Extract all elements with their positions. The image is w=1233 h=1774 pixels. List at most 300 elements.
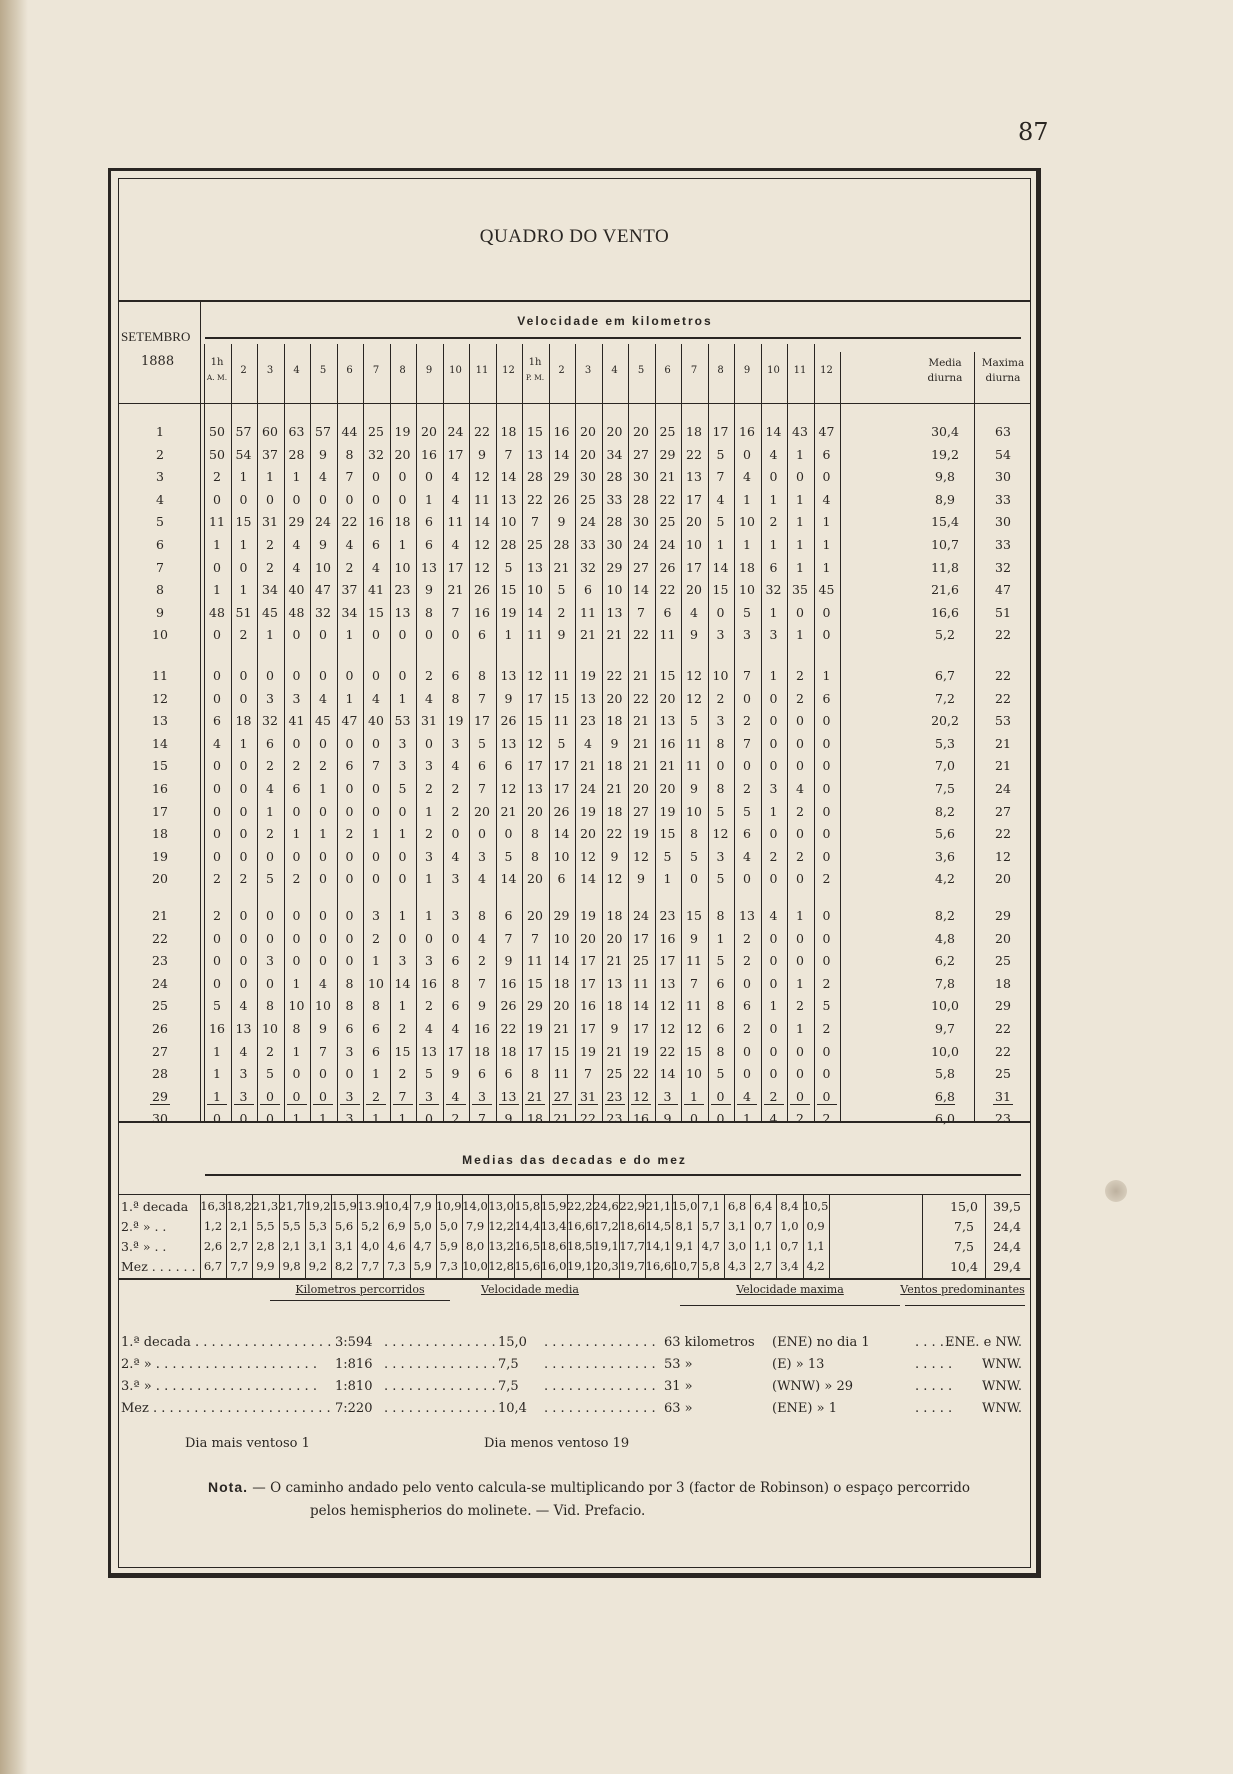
- footer-media: 15,0: [498, 1335, 527, 1350]
- table-cell: 1: [345, 690, 354, 706]
- table-cell: 1: [796, 975, 804, 991]
- table-cell: 13: [580, 690, 596, 706]
- table-cell: 2: [425, 781, 433, 796]
- table-cell: 9,7: [935, 1021, 955, 1036]
- table-cell: 6: [478, 758, 486, 774]
- table-cell: 10: [394, 559, 411, 575]
- table-cell: 0: [822, 627, 831, 643]
- summary-cell: 15,9: [331, 1199, 357, 1213]
- table-cell: 15: [527, 975, 543, 991]
- table-cell: 0: [822, 758, 831, 774]
- table-cell: 20: [580, 826, 596, 842]
- table-cell: 1: [398, 690, 407, 706]
- table-cell: 7: [637, 604, 645, 620]
- table-cell: 1: [716, 930, 725, 946]
- table-cell: 7: [531, 514, 539, 530]
- hour-header: 12: [820, 365, 833, 376]
- table-cell: 10,0: [931, 1043, 959, 1059]
- hour-header: 8: [399, 365, 406, 376]
- table-cell: 2: [743, 1021, 751, 1036]
- table-cell: 1: [213, 582, 221, 598]
- table-cell: 1: [292, 975, 301, 991]
- column-divider: [840, 404, 841, 1121]
- summary-cell: 2,7: [754, 1259, 773, 1273]
- table-cell: 14: [500, 871, 517, 887]
- table-cell: 5: [557, 735, 566, 751]
- table-cell: 19: [633, 1043, 649, 1059]
- table-cell: 27: [995, 803, 1011, 819]
- table-cell: 0: [398, 803, 407, 819]
- footer-media: 7,5: [498, 1357, 519, 1372]
- table-cell: 0: [743, 690, 751, 706]
- footer-maxima: 63 kilometros: [664, 1335, 755, 1350]
- table-cell: 7: [478, 690, 486, 706]
- table-cell: 10: [739, 582, 755, 598]
- column-divider: [204, 404, 205, 1121]
- table-cell: 3: [716, 627, 725, 643]
- table-cell: 17: [686, 559, 702, 575]
- table-cell: 18: [606, 758, 623, 774]
- table-cell: 11: [580, 604, 596, 620]
- table-cell: 3: [478, 848, 486, 864]
- summary-cell: 3,1: [308, 1239, 327, 1253]
- table-cell: 0: [345, 735, 354, 751]
- summary-cell: 14,5: [645, 1219, 672, 1233]
- table-cell: 41: [368, 582, 384, 598]
- table-cell: 7: [531, 930, 539, 946]
- table-cell: 0: [239, 975, 248, 991]
- table-cell: 6: [769, 559, 778, 575]
- table-cell: 30: [633, 469, 649, 485]
- summary-divider: [462, 1194, 463, 1278]
- table-cell: 7,0: [935, 758, 955, 774]
- table-cell: 7: [584, 1066, 592, 1082]
- table-cell: 8: [345, 975, 354, 991]
- column-divider: [390, 344, 391, 406]
- table-cell: 17: [712, 424, 729, 439]
- maxima-header: Velocidade maxima: [736, 1283, 844, 1296]
- column-divider: [974, 352, 975, 410]
- row-day-label: 15: [152, 758, 168, 774]
- column-divider: [416, 404, 417, 1121]
- table-cell: 1: [372, 826, 380, 842]
- footer-dots: . . . . . . . . . . . . . .: [544, 1401, 656, 1416]
- table-cell: 10: [686, 1066, 702, 1082]
- table-cell: 16: [633, 1111, 649, 1127]
- table-cell: 9: [319, 537, 327, 552]
- table-cell: 5: [743, 604, 751, 620]
- column-divider: [390, 404, 391, 1121]
- table-cell: 0: [239, 559, 248, 575]
- table-cell: 45: [262, 604, 278, 620]
- table-cell: 3: [292, 690, 301, 706]
- table-cell: 1: [663, 871, 672, 887]
- footer-dots: . . . . . . . . . . . . . .: [544, 1335, 656, 1350]
- table-cell: 0: [398, 469, 407, 485]
- table-cell: 0: [266, 668, 274, 683]
- table-cell: 9: [610, 1021, 619, 1036]
- velocity-caption: Velocidade em kilometros: [517, 314, 713, 328]
- row-day-label: 29: [152, 1088, 168, 1104]
- table-cell: 6: [266, 735, 274, 751]
- table-cell: 1: [769, 803, 778, 819]
- table-cell: 1: [372, 1111, 380, 1127]
- table-cell: 20: [686, 514, 702, 530]
- table-cell: 26: [553, 803, 570, 819]
- table-cell: 20,2: [931, 713, 959, 729]
- table-cell: 30: [995, 469, 1011, 485]
- table-cell: 0: [716, 1111, 725, 1127]
- summary-divider: [200, 1194, 201, 1278]
- hour-header-sub: A. M.: [206, 373, 228, 382]
- dash-mark: [552, 1104, 572, 1105]
- table-cell: 4: [345, 537, 354, 552]
- summary-cell: 14,0: [462, 1199, 488, 1213]
- table-cell: 0: [796, 713, 804, 729]
- table-cell: 10: [527, 582, 543, 598]
- table-cell: 0: [319, 668, 327, 683]
- table-cell: 8,2: [935, 803, 955, 819]
- table-cell: 21: [606, 1043, 623, 1059]
- table-cell: 13: [739, 908, 755, 923]
- row-day-label: 3: [156, 469, 164, 485]
- column-divider: [363, 344, 364, 406]
- table-cell: 6: [372, 1043, 380, 1059]
- hour-header: 6: [346, 365, 353, 376]
- table-cell: 21: [659, 758, 676, 774]
- row-day-label: 27: [152, 1043, 168, 1059]
- table-cell: 4: [319, 690, 327, 706]
- table-cell: 7: [743, 735, 751, 751]
- table-cell: 1: [239, 735, 248, 751]
- table-cell: 0: [319, 491, 327, 507]
- row-day-label: 16: [152, 781, 168, 796]
- table-cell: 0: [213, 803, 221, 819]
- table-cell: 32: [262, 713, 278, 729]
- table-cell: 17: [527, 1043, 543, 1059]
- table-cell: 0: [213, 953, 221, 969]
- table-cell: 0: [213, 975, 221, 991]
- table-cell: 1: [266, 469, 274, 485]
- table-cell: 21: [606, 627, 623, 643]
- table-cell: 22: [606, 668, 623, 683]
- table-cell: 0: [822, 826, 831, 842]
- km-header: Kilometros percorridos: [295, 1283, 425, 1296]
- table-cell: 6: [584, 582, 592, 598]
- table-cell: 2: [345, 559, 354, 575]
- table-cell: 24: [633, 908, 649, 923]
- footer-km: 1:810: [335, 1379, 373, 1394]
- summary-cell: 39,5: [993, 1199, 1021, 1214]
- table-cell: 3: [239, 1066, 248, 1082]
- mais-ventoso: Dia mais ventoso 1: [185, 1436, 310, 1451]
- table-cell: 0: [345, 848, 354, 864]
- table-cell: 0: [372, 735, 380, 751]
- table-cell: 9: [451, 1066, 460, 1082]
- table-cell: 2: [716, 690, 725, 706]
- summary-cell: 9,8: [282, 1259, 301, 1273]
- footer-dots: . . . . .: [915, 1335, 953, 1350]
- table-cell: 16: [421, 975, 437, 991]
- table-cell: 9: [690, 627, 698, 643]
- table-bottom-rule: [118, 1121, 1031, 1123]
- ventos-header: Ventos predominantes: [900, 1283, 1025, 1296]
- hour-header: 8: [717, 365, 724, 376]
- summary-cell: 22,9: [619, 1199, 645, 1213]
- media-header: Velocidade media: [481, 1283, 579, 1296]
- column-divider: [469, 344, 470, 406]
- column-divider: [496, 344, 497, 406]
- hour-header: 3: [266, 365, 274, 376]
- dash-mark: [817, 1104, 837, 1105]
- table-cell: 11: [686, 998, 702, 1014]
- summary-cell: 5,9: [413, 1259, 432, 1273]
- table-cell: 8: [716, 781, 725, 796]
- hour-header: 2: [558, 365, 565, 376]
- table-cell: 25: [633, 953, 649, 969]
- table-cell: 6: [743, 998, 751, 1014]
- table-cell: 15: [553, 690, 570, 706]
- summary-row-label: Mez . . . . . .: [121, 1259, 196, 1274]
- footer-dots: . . . . . . . . . . . . . .: [544, 1357, 656, 1372]
- row-day-label: 9: [156, 604, 164, 620]
- table-cell: 15: [368, 604, 384, 620]
- row-day-label: 1: [156, 424, 164, 439]
- table-cell: 20: [995, 871, 1011, 887]
- table-cell: 0: [213, 781, 221, 796]
- table-cell: 20: [580, 930, 596, 946]
- table-cell: 6: [504, 758, 513, 774]
- table-cell: 2: [239, 627, 248, 643]
- row-day-label: 13: [152, 713, 168, 729]
- table-cell: 0: [213, 690, 221, 706]
- table-cell: 0: [796, 1066, 804, 1082]
- table-cell: 2: [743, 781, 751, 796]
- table-cell: 20: [686, 582, 702, 598]
- table-cell: 15: [659, 826, 676, 842]
- table-cell: 9: [690, 781, 698, 796]
- summary-cell: 21,3: [252, 1199, 279, 1213]
- table-cell: 12: [527, 668, 543, 683]
- table-cell: 11: [553, 713, 570, 729]
- table-cell: 1: [292, 1043, 301, 1059]
- table-cell: 18: [394, 514, 411, 530]
- column-divider: [787, 404, 788, 1121]
- summary-divider: [724, 1194, 725, 1278]
- table-cell: 7: [319, 1043, 327, 1059]
- table-cell: 2: [213, 871, 221, 887]
- table-cell: 20: [474, 803, 490, 819]
- summary-cell: 5,5: [282, 1219, 301, 1233]
- table-cell: 0: [266, 908, 274, 923]
- footer-row-label: Mez . . . . . . . . . . . . . . . . . . . . . .: [121, 1401, 331, 1416]
- table-cell: 0: [292, 908, 301, 923]
- table-cell: 4: [239, 998, 248, 1014]
- table-cell: 5: [690, 848, 698, 864]
- table-cell: 15,4: [931, 514, 959, 530]
- summary-cell: 13,2: [488, 1239, 514, 1253]
- summary-cell: 16,6: [645, 1259, 672, 1273]
- table-cell: 15: [553, 1043, 570, 1059]
- table-cell: 2: [398, 1021, 407, 1036]
- table-cell: 6: [292, 781, 301, 796]
- summary-divider: [593, 1194, 594, 1278]
- column-divider: [787, 344, 788, 406]
- column-divider: [204, 344, 205, 406]
- table-cell: 21: [995, 758, 1011, 774]
- table-cell: 11: [474, 491, 490, 507]
- summary-cell: 5,9: [439, 1239, 458, 1253]
- table-cell: 15: [500, 582, 517, 598]
- summary-cell: 2,7: [230, 1239, 249, 1253]
- table-cell: 18: [500, 424, 517, 439]
- table-cell: 4: [451, 537, 460, 552]
- hour-header: Media: [928, 357, 962, 369]
- footer-dots: . . . . .: [915, 1357, 953, 1372]
- table-cell: 34: [341, 604, 358, 620]
- table-cell: 18: [606, 803, 623, 819]
- table-cell: 1: [213, 1043, 221, 1059]
- table-cell: 14: [765, 424, 782, 439]
- table-cell: 10: [606, 582, 623, 598]
- table-cell: 6: [743, 826, 751, 842]
- table-cell: 20: [421, 424, 437, 439]
- table-cell: 0: [345, 803, 354, 819]
- table-cell: 32: [315, 604, 331, 620]
- table-cell: 13: [606, 975, 623, 991]
- row-day-label: 14: [152, 735, 168, 751]
- table-cell: 7: [372, 758, 380, 774]
- table-cell: 0: [319, 871, 327, 887]
- dash-mark: [260, 1104, 280, 1105]
- hour-header: Maxima: [981, 357, 1025, 369]
- table-cell: 16: [421, 446, 437, 462]
- table-cell: 17: [633, 1021, 649, 1036]
- table-cell: 0: [690, 1111, 698, 1127]
- table-cell: 16: [474, 1021, 490, 1036]
- summary-cell: 9,1: [675, 1239, 694, 1253]
- table-cell: 48: [288, 604, 305, 620]
- table-cell: 3: [451, 735, 460, 751]
- table-cell: 1: [769, 491, 778, 507]
- table-cell: 0: [239, 826, 248, 842]
- table-cell: 0: [345, 1066, 354, 1082]
- table-cell: 1: [292, 469, 301, 485]
- table-cell: 0: [345, 930, 354, 946]
- table-cell: 9,8: [935, 469, 955, 485]
- table-cell: 0: [213, 559, 221, 575]
- row-day-label: 8: [156, 582, 164, 598]
- table-cell: 8: [690, 826, 698, 842]
- table-cell: 0: [796, 1088, 804, 1104]
- table-cell: 3: [743, 627, 751, 643]
- dash-mark: [605, 1104, 625, 1105]
- table-cell: 21: [633, 758, 649, 774]
- table-cell: 0: [398, 627, 407, 643]
- table-cell: 26: [474, 582, 490, 598]
- table-cell: 22: [659, 582, 676, 598]
- table-cell: 0: [239, 803, 248, 819]
- table-cell: 6: [504, 908, 513, 923]
- table-cell: 0: [345, 953, 354, 969]
- table-cell: 25: [368, 424, 384, 439]
- table-cell: 7: [504, 446, 513, 462]
- table-cell: 18: [235, 713, 252, 729]
- dash-mark: [313, 1104, 333, 1105]
- column-divider: [761, 404, 762, 1121]
- table-cell: 8: [478, 668, 486, 683]
- table-cell: 3: [372, 908, 380, 923]
- table-cell: 0: [716, 758, 725, 774]
- table-cell: 12: [659, 998, 676, 1014]
- table-cell: 15: [527, 713, 543, 729]
- table-cell: 5: [690, 713, 698, 729]
- dash-mark: [631, 1104, 651, 1105]
- summary-row-label: 1.ª decada: [121, 1199, 189, 1214]
- table-cell: 1: [239, 582, 248, 598]
- table-cell: 1: [213, 537, 221, 552]
- table-cell: 1: [345, 627, 354, 643]
- summary-cell: 19,1: [566, 1259, 593, 1273]
- table-cell: 4: [319, 975, 327, 991]
- column-divider: [363, 404, 364, 1121]
- table-cell: 30: [580, 469, 596, 485]
- table-cell: 29: [606, 559, 623, 575]
- summary-cell: 22,2: [566, 1199, 593, 1213]
- column-divider: [602, 404, 603, 1121]
- table-cell: 15: [659, 668, 676, 683]
- table-cell: 23: [606, 1088, 623, 1104]
- summary-row-label: 2.ª » . .: [121, 1219, 167, 1234]
- summary-cell: 18,6: [619, 1219, 645, 1233]
- footer-km: 7:220: [335, 1401, 373, 1416]
- table-cell: 0: [213, 930, 221, 946]
- table-cell: 2: [213, 469, 221, 485]
- table-cell: 14: [553, 446, 570, 462]
- row-day-label: 17: [152, 803, 168, 819]
- table-cell: 2: [796, 1111, 804, 1127]
- medias-caption-rule: [205, 1174, 1021, 1176]
- table-cell: 0: [372, 803, 380, 819]
- dash-mark: [790, 1104, 810, 1105]
- table-cell: 0: [796, 871, 804, 887]
- table-cell: 5: [478, 735, 486, 751]
- table-cell: 3: [451, 908, 460, 923]
- summary-cell: 18,2: [226, 1199, 252, 1213]
- table-cell: 10: [553, 930, 570, 946]
- table-cell: 0: [769, 975, 778, 991]
- table-cell: 21: [553, 1111, 570, 1127]
- table-cell: 5: [716, 446, 725, 462]
- table-cell: 0: [796, 953, 804, 969]
- summary-divider: [541, 1194, 542, 1278]
- table-cell: 2: [743, 953, 751, 969]
- nota-line-2: pelos hemispherios do molinete. — Vid. Prefacio.: [310, 1503, 646, 1519]
- table-cell: 5: [504, 559, 513, 575]
- table-cell: 0: [292, 668, 301, 683]
- table-cell: 1: [398, 908, 407, 923]
- table-cell: 5: [716, 803, 725, 819]
- summary-cell: 24,4: [993, 1219, 1021, 1234]
- table-cell: 6: [425, 537, 433, 552]
- table-cell: 12: [712, 826, 729, 842]
- table-cell: 0: [319, 1066, 327, 1082]
- summary-cell: 9,2: [308, 1259, 327, 1273]
- table-cell: 5: [822, 998, 831, 1014]
- table-cell: 27: [633, 803, 649, 819]
- table-cell: 4: [769, 1111, 778, 1127]
- table-cell: 6: [372, 537, 380, 552]
